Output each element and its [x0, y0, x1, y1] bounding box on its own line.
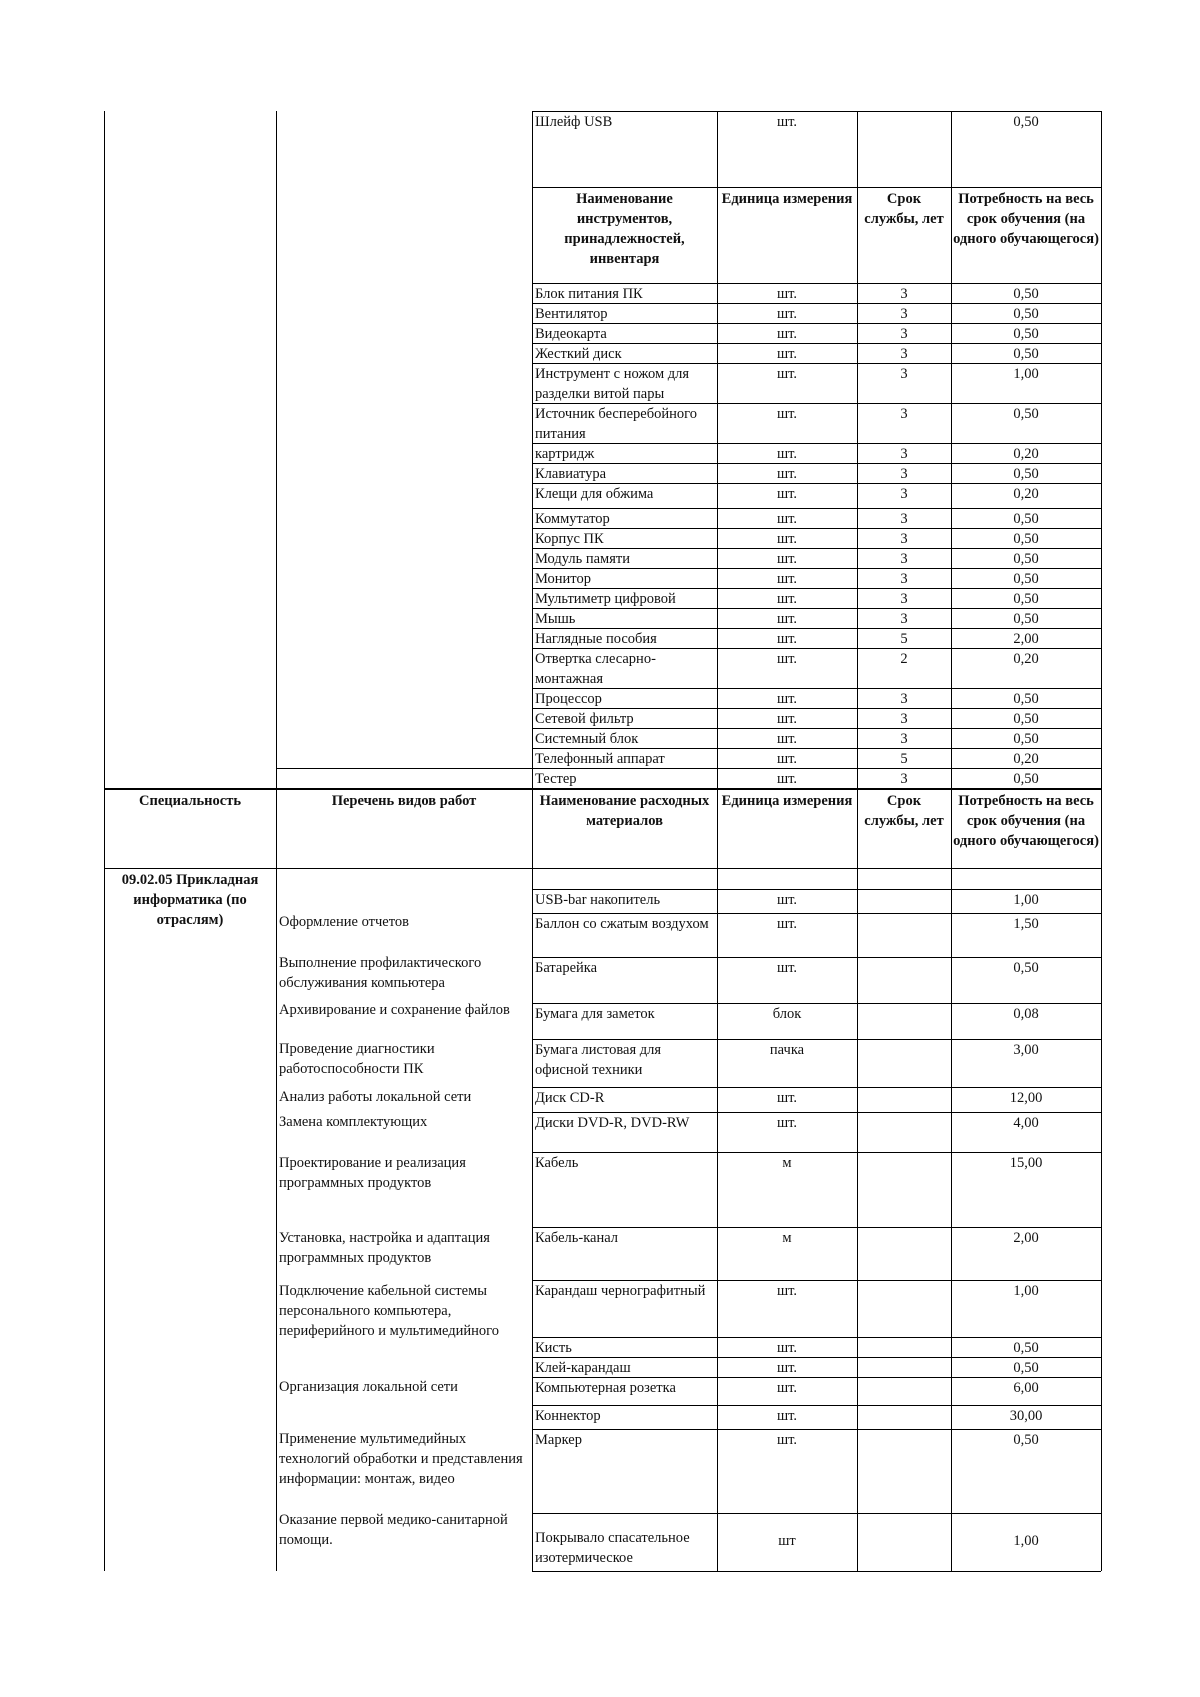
item-unit: шт. — [776, 286, 798, 302]
material-name: Маркер — [535, 1432, 582, 1448]
item-need: 0,50 — [1013, 711, 1039, 727]
item-name: Видеокарта — [535, 326, 607, 342]
material-need: 0,08 — [1013, 1006, 1039, 1022]
item-unit: шт. — [776, 631, 798, 647]
item-unit: шт. — [776, 466, 798, 482]
item-life: 3 — [900, 711, 908, 727]
item-name: Тестер — [535, 771, 577, 787]
item-need: 0,50 — [1013, 571, 1039, 587]
material-name: Клей-карандаш — [535, 1360, 631, 1376]
material-unit: шт. — [776, 1360, 798, 1376]
tools-header-life: Срок службы, лет — [864, 191, 944, 227]
item-unit: шт. — [776, 446, 798, 462]
material-need: 1,00 — [1013, 892, 1039, 908]
specialty-name: 09.02.05 Прикладная информатика (по отраслям) — [121, 872, 259, 928]
item-life: 2 — [900, 651, 908, 667]
material-need: 1,50 — [1013, 916, 1039, 932]
material-name: Покрывало спасательное изотермическое — [535, 1530, 690, 1566]
material-name: Баллон со сжатым воздухом — [535, 916, 709, 932]
material-name: Диски DVD-R, DVD-RW — [535, 1115, 690, 1131]
material-name: Коннектор — [535, 1408, 601, 1424]
item-name: Мультиметр цифровой — [535, 591, 676, 607]
item-need: 0,20 — [1013, 486, 1039, 502]
table-border — [276, 788, 277, 1571]
material-name: Кабель — [535, 1155, 579, 1171]
material-unit: шт. — [776, 1408, 798, 1424]
table-border — [951, 788, 952, 1571]
item-need: 0,20 — [1013, 446, 1039, 462]
item-life: 3 — [900, 731, 908, 747]
item-unit: шт. — [776, 651, 798, 667]
item-life: 3 — [900, 326, 908, 342]
item-name: Телефонный аппарат — [535, 751, 665, 767]
item-need: 0,50 — [1013, 771, 1039, 787]
material-unit: шт. — [776, 1090, 798, 1106]
material-unit: блок — [772, 1006, 802, 1022]
work-item: Организация локальной сети — [279, 1379, 458, 1395]
item-life: 3 — [900, 511, 908, 527]
table-border — [717, 111, 718, 788]
item-unit: шт. — [776, 346, 798, 362]
item-life: 3 — [900, 486, 908, 502]
item-unit: шт. — [776, 366, 798, 382]
item-need: 0,50 — [1013, 466, 1039, 482]
item-name: Системный блок — [535, 731, 639, 747]
item-need: 0,20 — [1013, 751, 1039, 767]
item-unit: шт. — [776, 406, 798, 422]
item-unit: шт. — [776, 326, 798, 342]
work-item: Выполнение профилактического обслуживания компьютера — [279, 955, 482, 991]
materials-header-need: Потребность на весь срок обучения (на одного обучающегося) — [953, 793, 1099, 849]
table-border — [1101, 788, 1102, 1571]
material-unit: шт. — [776, 1432, 798, 1448]
material-unit: м — [782, 1155, 792, 1171]
item-life: 3 — [900, 366, 908, 382]
material-need: 0,50 — [1013, 1340, 1039, 1356]
item-need: 0,50 — [1013, 286, 1039, 302]
table-border — [857, 111, 858, 788]
work-item: Проектирование и реализация программных продуктов — [279, 1155, 466, 1191]
work-item: Архивирование и сохранение файлов — [279, 1002, 510, 1018]
item-need: 0,50 — [1013, 406, 1039, 422]
item-name: Отвертка слесарно-монтажная — [535, 651, 656, 687]
material-need: 2,00 — [1013, 1230, 1039, 1246]
item-unit: шт. — [776, 611, 798, 627]
item-need: 0,50 — [1013, 114, 1039, 130]
item-life: 3 — [900, 591, 908, 607]
materials-header-specialty: Специальность — [139, 793, 241, 809]
item-unit: шт. — [776, 486, 798, 502]
item-name: Клавиатура — [535, 466, 607, 482]
item-unit: шт. — [776, 511, 798, 527]
material-need: 1,00 — [1013, 1533, 1039, 1549]
material-unit: шт. — [776, 892, 798, 908]
material-name: Батарейка — [535, 960, 598, 976]
material-name: Бумага для заметок — [535, 1006, 655, 1022]
item-name: Монитор — [535, 571, 591, 587]
item-unit: шт. — [776, 531, 798, 547]
item-name: Инструмент с ножом для разделки витой пары — [535, 366, 690, 402]
item-unit: шт. — [776, 591, 798, 607]
item-need: 0,50 — [1013, 551, 1039, 567]
item-name: Коммутатор — [535, 511, 610, 527]
material-name: Карандаш чернографитный — [535, 1283, 706, 1299]
material-need: 15,00 — [1009, 1155, 1043, 1171]
material-need: 0,50 — [1013, 1360, 1039, 1376]
material-unit: пачка — [769, 1042, 805, 1058]
item-life: 3 — [900, 446, 908, 462]
item-unit: шт. — [776, 691, 798, 707]
work-item: Проведение диагностики работоспособности ПК — [279, 1041, 435, 1077]
materials-header-unit: Единица измерения — [721, 793, 853, 809]
material-unit: шт. — [776, 1115, 798, 1131]
item-name: Жесткий диск — [535, 346, 622, 362]
item-life: 3 — [900, 691, 908, 707]
item-name: Корпус ПК — [535, 531, 604, 547]
materials-header-life: Срок службы, лет — [864, 793, 944, 829]
table-border — [532, 1571, 1101, 1572]
material-name: USB-bar накопитель — [535, 892, 661, 908]
material-name: Кабель-канал — [535, 1230, 619, 1246]
item-name: картридж — [535, 446, 595, 462]
item-life: 3 — [900, 551, 908, 567]
tools-header-need: Потребность на весь срок обучения (на одного обучающегося) — [953, 191, 1099, 247]
material-unit: шт. — [776, 1340, 798, 1356]
table-border — [532, 1513, 1101, 1514]
item-name: Шлейф USB — [535, 114, 613, 130]
item-name: Вентилятор — [535, 306, 608, 322]
item-unit: шт. — [776, 771, 798, 787]
work-item: Применение мультимедийных технологий обработки и представления информации: монтаж, видео — [279, 1431, 523, 1487]
item-life: 5 — [900, 751, 908, 767]
material-need: 12,00 — [1009, 1090, 1043, 1106]
item-name: Мышь — [535, 611, 576, 627]
material-unit: шт. — [776, 916, 798, 932]
table-border — [532, 788, 533, 1571]
item-need: 1,00 — [1013, 366, 1039, 382]
item-name: Сетевой фильтр — [535, 711, 634, 727]
material-need: 4,00 — [1013, 1115, 1039, 1131]
item-need: 0,50 — [1013, 691, 1039, 707]
item-unit: шт. — [776, 571, 798, 587]
item-life: 3 — [900, 346, 908, 362]
material-need: 0,50 — [1013, 1432, 1039, 1448]
material-need: 0,50 — [1013, 960, 1039, 976]
work-item: Анализ работы локальной сети — [279, 1089, 472, 1105]
item-unit: шт. — [776, 306, 798, 322]
work-item: Оформление отчетов — [279, 914, 409, 930]
item-life: 5 — [900, 631, 908, 647]
item-life: 3 — [900, 531, 908, 547]
tools-header-unit: Единица измерения — [721, 191, 853, 207]
tools-header-name: Наименование инструментов, принадлежностей, инвентаря — [564, 191, 685, 267]
item-life: 3 — [900, 611, 908, 627]
item-need: 0,50 — [1013, 731, 1039, 747]
item-unit: шт. — [776, 551, 798, 567]
work-item: Установка, настройка и адаптация программных продуктов — [279, 1230, 490, 1266]
table-border — [276, 768, 532, 769]
item-unit: шт. — [776, 731, 798, 747]
item-need: 0,50 — [1013, 591, 1039, 607]
material-name: Бумага листовая для офисной техники — [535, 1042, 662, 1078]
item-need: 0,50 — [1013, 326, 1039, 342]
material-name: Компьютерная розетка — [535, 1380, 676, 1396]
material-need: 3,00 — [1013, 1042, 1039, 1058]
item-life: 3 — [900, 406, 908, 422]
material-unit: шт. — [776, 1380, 798, 1396]
material-name: Диск CD-R — [535, 1090, 605, 1106]
item-need: 0,50 — [1013, 611, 1039, 627]
table-border — [532, 111, 533, 788]
material-need: 30,00 — [1009, 1408, 1043, 1424]
item-unit: шт. — [776, 751, 798, 767]
material-need: 6,00 — [1013, 1380, 1039, 1396]
item-unit: шт. — [776, 711, 798, 727]
material-unit: шт. — [776, 1283, 798, 1299]
table-border — [951, 111, 952, 788]
item-life: 3 — [900, 306, 908, 322]
item-life: 3 — [900, 771, 908, 787]
table-border — [857, 788, 858, 1571]
materials-header-works: Перечень видов работ — [331, 793, 477, 809]
table-border — [104, 788, 105, 1571]
item-name: Процессор — [535, 691, 602, 707]
item-unit: шт. — [776, 114, 798, 130]
table-border — [1101, 111, 1102, 788]
item-name: Модуль памяти — [535, 551, 630, 567]
item-name: Клещи для обжима — [535, 486, 654, 502]
item-life: 3 — [900, 571, 908, 587]
material-unit: м — [782, 1230, 792, 1246]
item-need: 0,20 — [1013, 651, 1039, 667]
material-unit: шт — [778, 1533, 796, 1549]
table-border — [717, 788, 718, 1571]
item-name: Наглядные пособия — [535, 631, 657, 647]
work-item: Оказание первой медико-санитарной помощи. — [279, 1512, 508, 1548]
work-item: Замена комплектующих — [279, 1114, 428, 1130]
item-life: 3 — [900, 466, 908, 482]
item-need: 0,50 — [1013, 511, 1039, 527]
item-name: Блок питания ПК — [535, 286, 643, 302]
item-need: 0,50 — [1013, 531, 1039, 547]
material-need: 1,00 — [1013, 1283, 1039, 1299]
item-name: Источник бесперебойного питания — [535, 406, 697, 442]
item-need: 2,00 — [1013, 631, 1039, 647]
material-name: Кисть — [535, 1340, 572, 1356]
item-life: 3 — [900, 286, 908, 302]
item-need: 0,50 — [1013, 306, 1039, 322]
material-unit: шт. — [776, 960, 798, 976]
table-border — [104, 111, 105, 788]
table-border — [276, 111, 277, 788]
work-item: Подключение кабельной системы персонального компьютера, периферийного и мультимедийного — [279, 1283, 500, 1339]
materials-header-name: Наименование расходных материалов — [539, 793, 710, 829]
item-need: 0,50 — [1013, 346, 1039, 362]
